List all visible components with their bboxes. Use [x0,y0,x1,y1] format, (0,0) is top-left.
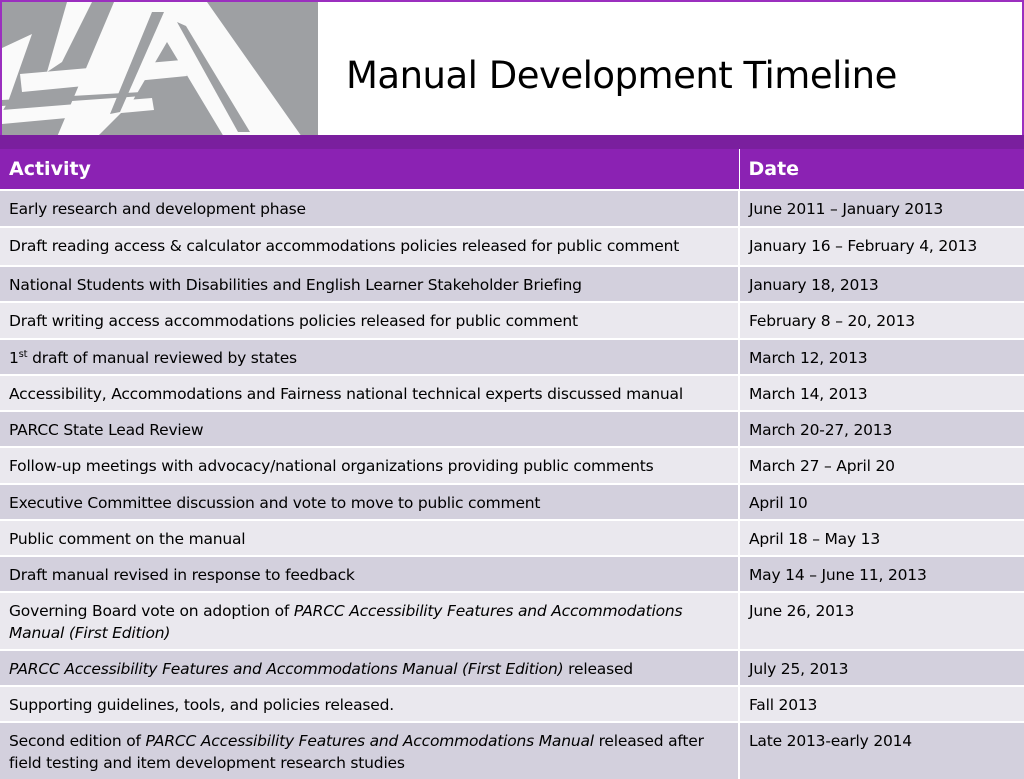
activity-cell [0,650,739,686]
date-cell: March 12, 2013 [739,339,1024,375]
table-row [0,686,1024,722]
date-cell: July 25, 2013 [739,650,1024,686]
activity-text: Draft manual revised in response to feedback [9,566,355,584]
date-cell: May 14 – June 11, 2013 [739,556,1024,592]
date-cell: March 27 – April 20 [739,447,1024,484]
activity-text: Public comment on the manual [9,530,246,548]
table-row [0,190,1024,227]
activity-text: Early research and development phase [9,200,306,218]
timeline-table-body [0,190,1024,779]
table-row [0,520,1024,556]
activity-cell [0,375,739,411]
activity-cell [0,266,739,302]
table-row [0,592,1024,650]
table-row [0,722,1024,779]
table-row [0,650,1024,686]
date-cell: June 26, 2013 [739,592,1024,650]
activity-text: released after field testing and item development research studies [9,732,704,772]
table-row [0,227,1024,266]
table-row [0,484,1024,520]
activity-text: Accessibility, Accommodations and Fairness national technical experts discussed manual [9,385,683,403]
date-cell: March 20-27, 2013 [739,411,1024,447]
activity-cell [0,447,739,484]
ordinal-suffix: st [18,348,28,360]
date-cell: February 8 – 20, 2013 [739,302,1024,339]
activity-cell [0,302,739,339]
activity-cell [0,592,739,650]
manual-title-italic: PARCC Accessibility Features and Accommodations Manual (First Edition) [9,660,564,678]
date-cell: April 18 – May 13 [739,520,1024,556]
activity-cell [0,484,739,520]
activity-text: Follow-up meetings with advocacy/national organizations providing public comments [9,457,654,475]
column-header-date: Date [739,149,1024,190]
activity-text: Governing Board vote on adoption of [9,602,294,620]
date-cell: June 2011 – January 2013 [739,190,1024,227]
slide-title: Manual Development Timeline [346,54,897,97]
activity-cell [0,686,739,722]
activity-cell [0,520,739,556]
date-cell: January 18, 2013 [739,266,1024,302]
table-row [0,302,1024,339]
column-header-activity: Activity [0,149,739,190]
manual-title-italic: PARCC Accessibility Features and Accommodations Manual [145,732,594,750]
table-row [0,411,1024,447]
activity-cell [0,411,739,447]
timeline-table [0,149,1024,779]
table-row [0,556,1024,592]
date-cell: Late 2013-early 2014 [739,722,1024,779]
letter-a-brush-logo-icon [2,2,318,137]
header-band [0,135,1024,149]
activity-cell [0,722,739,779]
activity-cell [0,556,739,592]
table-row [0,339,1024,375]
activity-text: Supporting guidelines, tools, and policies released. [9,696,394,714]
table-row [0,447,1024,484]
activity-text: National Students with Disabilities and English Learner Stakeholder Briefing [9,276,582,294]
activity-cell [0,227,739,266]
activity-cell [0,190,739,227]
activity-text: Draft writing access accommodations policies released for public comment [9,312,578,330]
activity-text: Draft reading access & calculator accommodations policies released for public comment [9,237,680,255]
date-cell: March 14, 2013 [739,375,1024,411]
activity-text: draft of manual reviewed by states [27,349,297,367]
table-row [0,375,1024,411]
date-cell: Fall 2013 [739,686,1024,722]
manual-title-italic: PARCC Accessibility Features and Accommodations Manual (First Edition) [9,602,683,642]
date-cell: April 10 [739,484,1024,520]
activity-text: 1 [9,349,19,367]
activity-text: Executive Committee discussion and vote to move to public comment [9,494,541,512]
activity-text: released [563,660,633,678]
activity-text: Second edition of [9,732,146,750]
activity-cell [0,339,739,375]
date-cell: January 16 – February 4, 2013 [739,227,1024,266]
table-header-row [0,149,1024,190]
slide-header [0,0,1024,137]
table-row [0,266,1024,302]
activity-text: PARCC State Lead Review [9,421,204,439]
